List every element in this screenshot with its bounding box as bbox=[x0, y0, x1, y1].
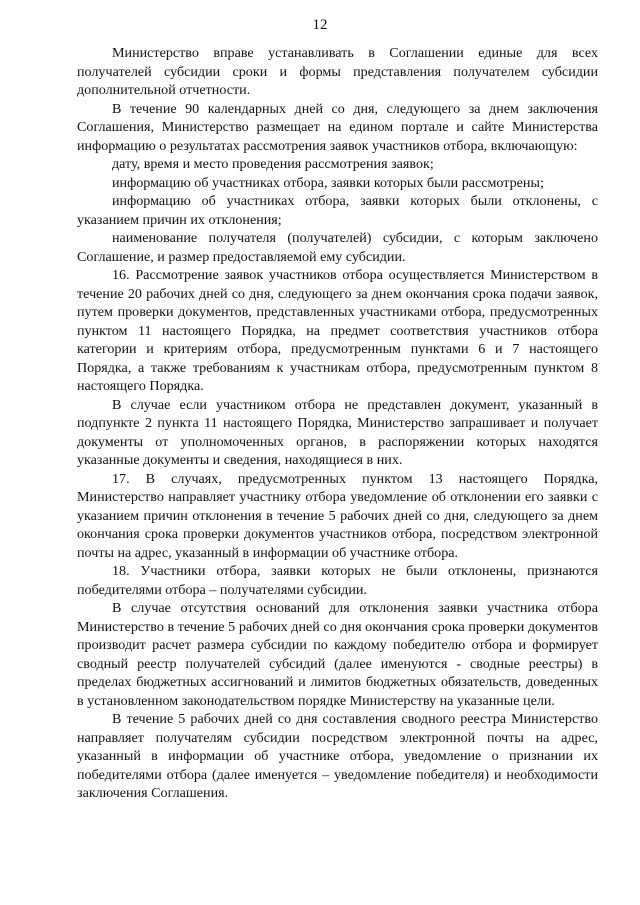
list-item-reviewed-participants: информацию об участниках отбора, заявки которых были рассмотрены; bbox=[112, 174, 544, 191]
paragraph-subsidy-calculation: В случае отсутствия оснований для отклонения заявки участника отбора Министерство в течение 5 рабочих дней со дня окончания срока проверки документов производит расчет размера субсидии по каждому победителю отбора и формирует сводный реестр получателей субсидий (далее именуются - сводные реестры) в пределах бюджетных ассигнований и лимитов бюджетных обязательств, доведенных в установленном законодательством порядке Министерству на указанные цели. bbox=[77, 600, 598, 709]
page-number: 12 bbox=[312, 17, 328, 33]
paragraph-winner-notification: В течение 5 рабочих дней со дня составления сводного реестра Министерство направляет получателям субсидии посредством электронной почты на адрес, указанный в информации об участнике отбора, уведомление о признании их победителями отбора (далее именуется – уведомление победителя) и необходимости заключения Соглашения. bbox=[77, 711, 598, 801]
clause-18: 18. Участники отбора, заявки которых не были отклонены, признаются победителями отбора – получателями субсидии. bbox=[77, 563, 598, 598]
clause-16: 16. Рассмотрение заявок участников отбора осуществляется Министерством в течение 20 рабочих дней со дня, следующего за днем окончания срока подачи заявок, путем проверки документов, представленных участниками отбора, предусмотренных пунктом 11 настоящего Порядка, на предмет соответствия участников отбора категории и критериям отбора, предусмотренным пунктами 6 и 7 настоящего Порядка, а также требованиям к участникам отбора, предусмотренным пунктом 8 настоящего Порядка. bbox=[77, 267, 598, 394]
clause-17: 17. В случаях, предусмотренных пунктом 13 настоящего Порядка, Министерство направляет участнику отбора уведомление об отклонении его заявки с указанием причин отклонения в течение 5 рабочих дней со дня, следующего за днем окончания срока проверки документов участников отбора, посредством электронной почты на адрес, указанный в информации об участнике отбора. bbox=[77, 470, 598, 561]
paragraph-results-publication: В течение 90 календарных дней со дня, следующего за днем заключения Соглашения, Министерство размещает на едином портале и сайте Министерства информацию о результатах рассмотрения заявок участников отбора, включающую: bbox=[77, 100, 598, 154]
paragraph-additional-reporting: Министерство вправе устанавливать в Соглашении единые для всех получателей субсидии сроки и формы представления получателем субсидии дополнительной отчетности. bbox=[77, 45, 598, 98]
list-item-rejected-participants: информацию об участниках отбора, заявки которых были отклонены, с указанием причин их отклонения; bbox=[77, 193, 598, 228]
paragraph-document-request: В случае если участником отбора не представлен документ, указанный в подпункте 2 пункта 11 настоящего Порядка, Министерство запрашивает и получает документы от уполномоченных органов, в распоряжении которых находятся указанные документы и сведения, находящиеся в них. bbox=[77, 396, 598, 468]
list-item-review-date: дату, время и место проведения рассмотрения заявок; bbox=[112, 156, 434, 172]
document-body bbox=[77, 44, 598, 803]
list-item-recipient-name: наименование получателя (получателей) субсидии, с которым заключено Соглашение, и размер предоставляемой ему субсидии. bbox=[77, 230, 598, 265]
